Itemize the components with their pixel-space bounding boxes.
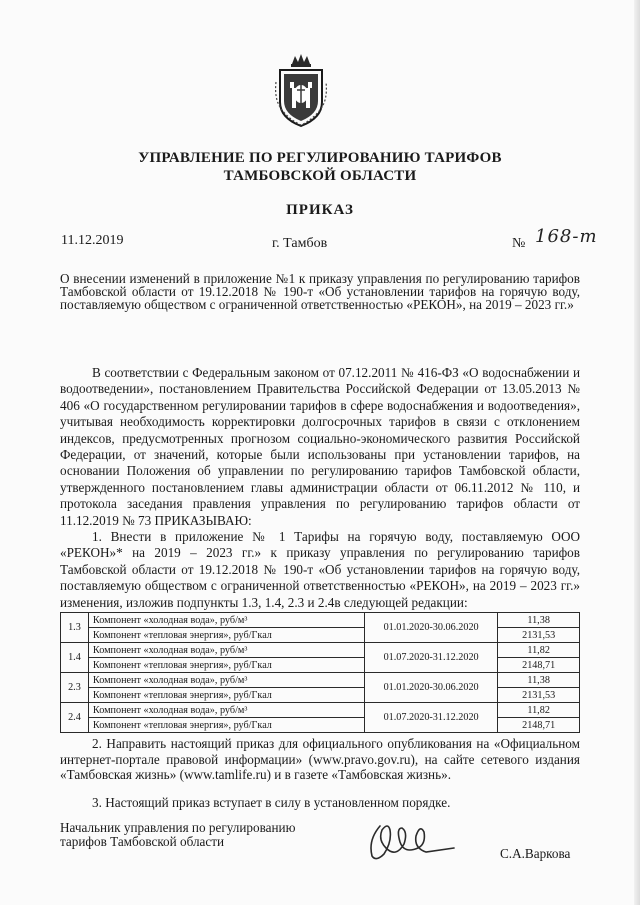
tariffs-table — [60, 612, 580, 733]
period-cell: 01.01.2020-30.06.2020 — [364, 613, 497, 643]
preamble-paragraph: В соответствии с Федеральным законом от 07.12.2011 № 416-ФЗ «О водоснабжении и водоотведении», постановлением Правительства Российской Федерации от 13.05.2013 № 406 «О государственном регулировании тарифов в сфере водоснабжения и водоотведения», учитывая необходимость корректировки долгосрочных тарифов в связи с отклонением индексов, предусмотренных прогнозом социально-экономического развития Российской Федерации, от значений, которые были использованы при установлении тарифов, на основании Положения об управлении по регулированию тарифов Тамбовской области, утвержденного постановлением главы администрации области от 06.11.2012 № 110, и протокола заседания правления управления по регулированию тарифов области от 11.12.2019 № 73 ПРИКАЗЫВАЮ: — [60, 365, 580, 528]
component-cell: Компонент «тепловая энергия», руб/Гкал — [88, 658, 364, 673]
value-cell: 2131,53 — [498, 688, 580, 703]
subclause-cell: 2.3 — [61, 673, 89, 703]
value-cell: 11,38 — [498, 613, 580, 628]
item-2-paragraph: 2. Направить настоящий приказ для официального опубликования на «Официальном интернет-портале правовой информации» (www.pravo.gov.ru), на сайте сетевого издания «Тамбовская жизнь» (www.tamlife.ru) и в газете «Тамбовская жизнь». — [60, 736, 580, 783]
subclause-cell: 2.4 — [61, 703, 89, 733]
order-date: 11.12.2019 — [61, 233, 124, 248]
signatory-name: С.А.Варкова — [500, 846, 571, 861]
value-cell: 11,38 — [498, 673, 580, 688]
signatory-position — [60, 821, 295, 849]
subclause-cell: 1.4 — [61, 643, 89, 673]
document-type: ПРИКАЗ — [286, 202, 354, 218]
table-row — [61, 658, 580, 673]
period-cell: 01.07.2020-31.12.2020 — [364, 703, 497, 733]
scan-edge — [634, 0, 640, 905]
table-row — [61, 688, 580, 703]
period-cell: 01.01.2020-30.06.2020 — [364, 673, 497, 703]
order-number-label: № — [512, 236, 526, 251]
signatory-position-line2: тарифов Тамбовской области — [60, 834, 225, 849]
period-cell: 01.07.2020-31.12.2020 — [364, 643, 497, 673]
order-number-handwritten: 168-т — [535, 226, 598, 247]
value-cell: 2148,71 — [498, 658, 580, 673]
value-cell: 11,82 — [498, 643, 580, 658]
coat-of-arms-icon — [272, 52, 330, 128]
component-cell: Компонент «холодная вода», руб/м³ — [88, 613, 364, 628]
closing-clauses — [60, 736, 580, 810]
item-1-paragraph: 1. Внести в приложение № 1 Тарифы на горячую воду, поставляемую ООО «РЕКОН»* на 2019 – 2023 гг.» к приказу управления по регулированию тарифов Тамбовской области от 19.12.2018 № 190-т «Об установлении тарифов на горячую воду, поставляемую обществом с ограниченной ответственностью «РЕКОН», на 2019 – 2023 гг.» изменения, изложив подпункты 1.3, 1.4, 2.3 и 2.4в следующей редакции: — [60, 529, 580, 610]
value-cell: 11,82 — [498, 703, 580, 718]
value-cell: 2148,71 — [498, 718, 580, 733]
component-cell: Компонент «холодная вода», руб/м³ — [88, 673, 364, 688]
subclause-cell: 1.3 — [61, 613, 89, 643]
table-row — [61, 718, 580, 733]
component-cell: Компонент «холодная вода», руб/м³ — [88, 643, 364, 658]
order-subject: О внесении изменений в приложение №1 к приказу управления по регулированию тарифов Тамбовской области от 19.12.2018 № 190-т «Об установлении тарифов на горячую воду, поставляемую обществом с ограниченной ответственностью «РЕКОН», на 2019 – 2023 гг.» — [60, 271, 580, 313]
table-row — [61, 643, 580, 658]
component-cell: Компонент «тепловая энергия», руб/Гкал — [88, 628, 364, 643]
table-row — [61, 703, 580, 718]
org-name-line2: ТАМБОВСКОЙ ОБЛАСТИ — [223, 168, 417, 184]
table-row — [61, 628, 580, 643]
component-cell: Компонент «холодная вода», руб/м³ — [88, 703, 364, 718]
item-3-paragraph: 3. Настоящий приказ вступает в силу в установленном порядке. — [92, 794, 451, 810]
signatory-position-line1: Начальник управления по регулированию — [60, 820, 296, 835]
order-body — [60, 365, 580, 611]
order-city: г. Тамбов — [272, 236, 328, 251]
value-cell: 2131,53 — [498, 628, 580, 643]
component-cell: Компонент «тепловая энергия», руб/Гкал — [88, 718, 364, 733]
component-cell: Компонент «тепловая энергия», руб/Гкал — [88, 688, 364, 703]
handwritten-signature-icon — [362, 818, 462, 866]
table-row — [61, 613, 580, 628]
table-row — [61, 673, 580, 688]
org-name-line1: УПРАВЛЕНИЕ ПО РЕГУЛИРОВАНИЮ ТАРИФОВ — [138, 150, 502, 166]
